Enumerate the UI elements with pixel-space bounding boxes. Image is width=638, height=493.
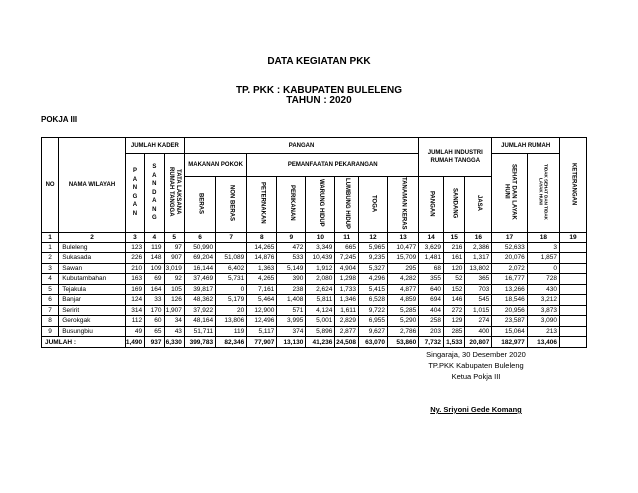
row-no: 1 — [42, 242, 59, 253]
total-cell — [560, 337, 587, 348]
table-cell: 0 — [216, 284, 247, 295]
table-cell: 146 — [443, 295, 464, 306]
table-cell: 120 — [443, 263, 464, 274]
header-jumlah-rumah: JUMLAH RUMAH — [492, 138, 560, 154]
table-cell: 7,161 — [247, 284, 277, 295]
table-cell — [560, 263, 587, 274]
header-kader-pangan: P A N G A N — [125, 154, 144, 233]
table-cell: 3,019 — [164, 263, 184, 274]
table-cell: 39,817 — [184, 284, 215, 295]
column-number: 18 — [527, 232, 559, 242]
table-cell: 1,611 — [335, 305, 359, 316]
table-cell: 124 — [125, 295, 144, 306]
table-cell: 169 — [125, 284, 144, 295]
header-warung-hidup: WARUNG HIDUP — [306, 177, 335, 233]
table-cell: 60 — [145, 316, 164, 327]
table-cell: 6,955 — [358, 316, 387, 327]
table-cell: 16,777 — [492, 274, 527, 285]
header-tata-laksana: TATA LAKSANA RUMAH TANGGA — [164, 154, 184, 233]
row-no: 2 — [42, 253, 59, 264]
row-nama-wilayah: Tejakula — [59, 284, 126, 295]
table-cell: 0 — [527, 263, 559, 274]
table-cell: 69 — [145, 274, 164, 285]
table-cell: 34 — [164, 316, 184, 327]
table-cell: 12,900 — [247, 305, 277, 316]
table-cell: 5,965 — [358, 242, 387, 253]
column-number: 13 — [388, 232, 419, 242]
table-cell: 10,439 — [306, 253, 335, 264]
row-no: 3 — [42, 263, 59, 274]
header-perikanan: PERIKANAN — [277, 177, 306, 233]
table-cell: 5,415 — [358, 284, 387, 295]
column-number: 12 — [358, 232, 387, 242]
table-row — [42, 242, 587, 253]
header-no: NO — [42, 138, 59, 233]
table-cell: 6,528 — [358, 295, 387, 306]
row-no: 8 — [42, 316, 59, 327]
table-cell: 33 — [145, 295, 164, 306]
table-cell: 109 — [145, 263, 164, 274]
total-cell: 937 — [145, 337, 164, 348]
total-label: JUMLAH : — [42, 337, 126, 348]
table-cell: 6,402 — [216, 263, 247, 274]
table-cell: 4,904 — [335, 263, 359, 274]
table-cell: 272 — [443, 305, 464, 316]
table-cell: 355 — [419, 274, 444, 285]
table-cell: 365 — [465, 274, 492, 285]
table-cell: 7,245 — [335, 253, 359, 264]
table-cell: 23,587 — [492, 316, 527, 327]
table-cell: 148 — [145, 253, 164, 264]
table-cell: 545 — [465, 295, 492, 306]
table-cell — [560, 305, 587, 316]
document-title: DATA KEGIATAN PKK — [267, 56, 371, 67]
table-cell: 69,204 — [184, 253, 215, 264]
table-cell: 1,733 — [335, 284, 359, 295]
total-cell: 24,508 — [335, 337, 359, 348]
column-number: 9 — [277, 232, 306, 242]
document-year: TAHUN : 2020 — [286, 95, 352, 106]
column-number: 19 — [560, 232, 587, 242]
table-cell: 430 — [527, 284, 559, 295]
table-cell: 2,829 — [335, 316, 359, 327]
table-cell: 5,731 — [216, 274, 247, 285]
table-row — [42, 295, 587, 306]
column-number: 16 — [465, 232, 492, 242]
table-cell: 48,164 — [184, 316, 215, 327]
column-number: 17 — [492, 232, 527, 242]
table-cell: 68 — [419, 263, 444, 274]
table-cell: 1,015 — [465, 305, 492, 316]
table-cell — [560, 242, 587, 253]
header-makanan-pokok: MAKANAN POKOK — [184, 154, 246, 177]
total-cell: 7,732 — [419, 337, 444, 348]
table-cell: 51,711 — [184, 326, 215, 337]
table-cell: 9,722 — [358, 305, 387, 316]
table-cell: 126 — [164, 295, 184, 306]
table-cell: 216 — [443, 242, 464, 253]
table-cell: 14,876 — [247, 253, 277, 264]
table-cell: 20,956 — [492, 305, 527, 316]
table-cell: 1,912 — [306, 263, 335, 274]
table-row — [42, 326, 587, 337]
table-cell: 1,481 — [419, 253, 444, 264]
table-cell: 13,806 — [216, 316, 247, 327]
table-cell: 5,327 — [358, 263, 387, 274]
table-cell: 9,235 — [358, 253, 387, 264]
header-tidak-sehat: TIDAK SEHAT DAN TIDAK LAYAK HUNI — [527, 154, 559, 233]
table-body — [42, 242, 587, 337]
table-cell: 37,922 — [184, 305, 215, 316]
table-cell: 10,477 — [388, 242, 419, 253]
table-cell: 52 — [443, 274, 464, 285]
table-cell: 3,629 — [419, 242, 444, 253]
table-cell: 4,859 — [388, 295, 419, 306]
total-cell: 399,783 — [184, 337, 215, 348]
signature-name: Ny. Sriyoni Gede Komang — [430, 405, 522, 414]
table-cell: 43 — [164, 326, 184, 337]
table-cell: 65 — [145, 326, 164, 337]
table-cell: 472 — [277, 242, 306, 253]
column-number: 6 — [184, 232, 215, 242]
table-cell: 4,265 — [247, 274, 277, 285]
header-keterangan: KETERANGAN — [560, 138, 587, 233]
table-cell: 50,990 — [184, 242, 215, 253]
total-cell: 20,807 — [465, 337, 492, 348]
table-cell: 37,469 — [184, 274, 215, 285]
table-cell: 4,877 — [388, 284, 419, 295]
header-tanaman-keras: TANAMAN KERAS — [388, 177, 419, 233]
table-cell: 129 — [443, 316, 464, 327]
table-cell: 5,464 — [247, 295, 277, 306]
table-cell: 274 — [465, 316, 492, 327]
table-cell — [560, 274, 587, 285]
pokja-label: POKJA III — [41, 115, 78, 124]
table-cell: 164 — [145, 284, 164, 295]
total-cell: 53,860 — [388, 337, 419, 348]
table-cell: 4,296 — [358, 274, 387, 285]
table-cell: 3,212 — [527, 295, 559, 306]
table-cell: 20 — [216, 305, 247, 316]
table-cell: 1,907 — [164, 305, 184, 316]
table-cell: 14,265 — [247, 242, 277, 253]
table-cell: 1,346 — [335, 295, 359, 306]
table-cell: 295 — [388, 263, 419, 274]
table-cell: 123 — [125, 242, 144, 253]
table-row — [42, 263, 587, 274]
table-cell: 533 — [277, 253, 306, 264]
total-cell: 13,406 — [527, 337, 559, 348]
table-cell: 5,001 — [306, 316, 335, 327]
table-cell: 152 — [443, 284, 464, 295]
row-no: 7 — [42, 305, 59, 316]
column-number: 14 — [419, 232, 444, 242]
header-lumbung-hidup: LUMBUNG HIDUP — [335, 177, 359, 233]
total-cell: 1,533 — [443, 337, 464, 348]
total-row — [42, 337, 587, 348]
table-cell: 161 — [443, 253, 464, 264]
table-cell: 390 — [277, 274, 306, 285]
table-cell: 203 — [419, 326, 444, 337]
table-cell: 3,349 — [306, 242, 335, 253]
row-nama-wilayah: Banjar — [59, 295, 126, 306]
row-nama-wilayah: Sawan — [59, 263, 126, 274]
table-cell — [560, 284, 587, 295]
row-no: 4 — [42, 274, 59, 285]
row-nama-wilayah: Kubutambahan — [59, 274, 126, 285]
table-cell: 112 — [125, 316, 144, 327]
signature-place-date: Singaraja, 30 Desember 2020 — [426, 350, 526, 359]
table-row — [42, 305, 587, 316]
table-cell: 48,362 — [184, 295, 215, 306]
header-pangan: PANGAN — [184, 138, 418, 154]
document-subtitle: TP. PKK : KABUPATEN BULELENG — [235, 85, 403, 96]
total-cell: 182,977 — [492, 337, 527, 348]
row-nama-wilayah: Seririt — [59, 305, 126, 316]
header-nama-wilayah: NAMA WILAYAH — [59, 138, 126, 233]
header-jumlah-industri: JUMLAH INDUSTRI RUMAH TANGGA — [419, 138, 492, 177]
total-cell: 82,346 — [216, 337, 247, 348]
table-cell: 1,298 — [335, 274, 359, 285]
row-no: 5 — [42, 284, 59, 295]
table-cell: 238 — [277, 284, 306, 295]
total-cell: 63,070 — [358, 337, 387, 348]
table-cell: 16,144 — [184, 263, 215, 274]
table-cell: 665 — [335, 242, 359, 253]
column-number: 11 — [335, 232, 359, 242]
table-cell: 1,857 — [527, 253, 559, 264]
table-cell: 13,802 — [465, 263, 492, 274]
header-ind-pangan: PANGAN — [419, 177, 444, 233]
row-nama-wilayah: Busungbiu — [59, 326, 126, 337]
table-cell: 5,811 — [306, 295, 335, 306]
table-cell: 5,896 — [306, 326, 335, 337]
data-table — [41, 137, 587, 348]
table-cell: 3,995 — [277, 316, 306, 327]
table-row — [42, 253, 587, 264]
column-number: 15 — [443, 232, 464, 242]
table-cell — [560, 295, 587, 306]
table-cell: 728 — [527, 274, 559, 285]
table-cell: 4,124 — [306, 305, 335, 316]
column-number: 8 — [247, 232, 277, 242]
table-cell: 907 — [164, 253, 184, 264]
column-number: 4 — [145, 232, 164, 242]
table-cell: 400 — [465, 326, 492, 337]
table-cell: 258 — [419, 316, 444, 327]
column-number: 5 — [164, 232, 184, 242]
table-cell: 2,386 — [465, 242, 492, 253]
table-row — [42, 274, 587, 285]
table-cell: 2,072 — [492, 263, 527, 274]
table-cell: 9,627 — [358, 326, 387, 337]
table-cell: 694 — [419, 295, 444, 306]
table-cell: 119 — [145, 242, 164, 253]
signature-org: TP.PKK Kabupaten Buleleng — [428, 361, 524, 370]
header-ind-sandang: SANDANG — [443, 177, 464, 233]
table-cell: 4,282 — [388, 274, 419, 285]
table-cell: 1,408 — [277, 295, 306, 306]
table-cell: 314 — [125, 305, 144, 316]
row-nama-wilayah: Gerokgak — [59, 316, 126, 327]
table-cell: 226 — [125, 253, 144, 264]
table-cell: 97 — [164, 242, 184, 253]
table-cell — [560, 253, 587, 264]
table-cell: 5,285 — [388, 305, 419, 316]
table-cell: 3 — [527, 242, 559, 253]
table-cell: 5,179 — [216, 295, 247, 306]
table-cell: 5,149 — [277, 263, 306, 274]
table-cell: 210 — [125, 263, 144, 274]
header-toga: TOGA — [358, 177, 387, 233]
row-no: 6 — [42, 295, 59, 306]
table-cell: 163 — [125, 274, 144, 285]
table-cell: 374 — [277, 326, 306, 337]
header-non-beras: NON BERAS — [216, 177, 247, 233]
table-cell: 20,076 — [492, 253, 527, 264]
table-cell: 5,290 — [388, 316, 419, 327]
table-cell: 52,633 — [492, 242, 527, 253]
table-cell: 170 — [145, 305, 164, 316]
table-cell: 404 — [419, 305, 444, 316]
total-cell: 13,130 — [277, 337, 306, 348]
column-number: 3 — [125, 232, 144, 242]
table-row — [42, 316, 587, 327]
row-nama-wilayah: Buleleng — [59, 242, 126, 253]
column-number: 1 — [42, 232, 59, 242]
table-row — [42, 284, 587, 295]
header-beras: BERAS — [184, 177, 215, 233]
header-jumlah-kader: JUMLAH KADER — [125, 138, 184, 154]
table-cell — [216, 242, 247, 253]
header-ind-jasa: JASA — [465, 177, 492, 233]
table-cell: 49 — [125, 326, 144, 337]
column-number: 2 — [59, 232, 126, 242]
header-peternakan: PETERNAKAN — [247, 177, 277, 233]
header-kader-sandang: S A N D A N G — [145, 154, 164, 233]
table-cell: 119 — [216, 326, 247, 337]
table-cell: 105 — [164, 284, 184, 295]
table-cell — [560, 316, 587, 327]
table-cell: 12,496 — [247, 316, 277, 327]
total-cell: 41,236 — [306, 337, 335, 348]
header-pemanfaatan: PEMANFAATAN PEKARANGAN — [247, 154, 419, 177]
table-cell: 15,064 — [492, 326, 527, 337]
signature-role: Ketua Pokja III — [451, 372, 501, 381]
total-cell: 77,907 — [247, 337, 277, 348]
table-cell: 571 — [277, 305, 306, 316]
table-cell: 15,709 — [388, 253, 419, 264]
column-number: 10 — [306, 232, 335, 242]
table-cell: 3,873 — [527, 305, 559, 316]
table-cell: 13,266 — [492, 284, 527, 295]
table-cell: 703 — [465, 284, 492, 295]
table-cell: 1,363 — [247, 263, 277, 274]
header-sehat-layak: SEHAT DAN LAYAK HUNI — [492, 154, 527, 233]
table-cell: 92 — [164, 274, 184, 285]
table-cell: 2,624 — [306, 284, 335, 295]
table-cell: 5,117 — [247, 326, 277, 337]
column-number: 7 — [216, 232, 247, 242]
column-number-row — [42, 232, 587, 242]
table-cell: 285 — [443, 326, 464, 337]
table-cell: 18,546 — [492, 295, 527, 306]
row-nama-wilayah: Sukasada — [59, 253, 126, 264]
table-cell: 2,786 — [388, 326, 419, 337]
total-cell: 1,490 — [125, 337, 144, 348]
table-cell: 213 — [527, 326, 559, 337]
table-cell: 3,090 — [527, 316, 559, 327]
table-cell: 2,877 — [335, 326, 359, 337]
total-cell: 6,330 — [164, 337, 184, 348]
table-cell: 640 — [419, 284, 444, 295]
table-cell: 51,089 — [216, 253, 247, 264]
table-cell — [560, 326, 587, 337]
row-no: 9 — [42, 326, 59, 337]
table-cell: 2,080 — [306, 274, 335, 285]
table-cell: 1,317 — [465, 253, 492, 264]
